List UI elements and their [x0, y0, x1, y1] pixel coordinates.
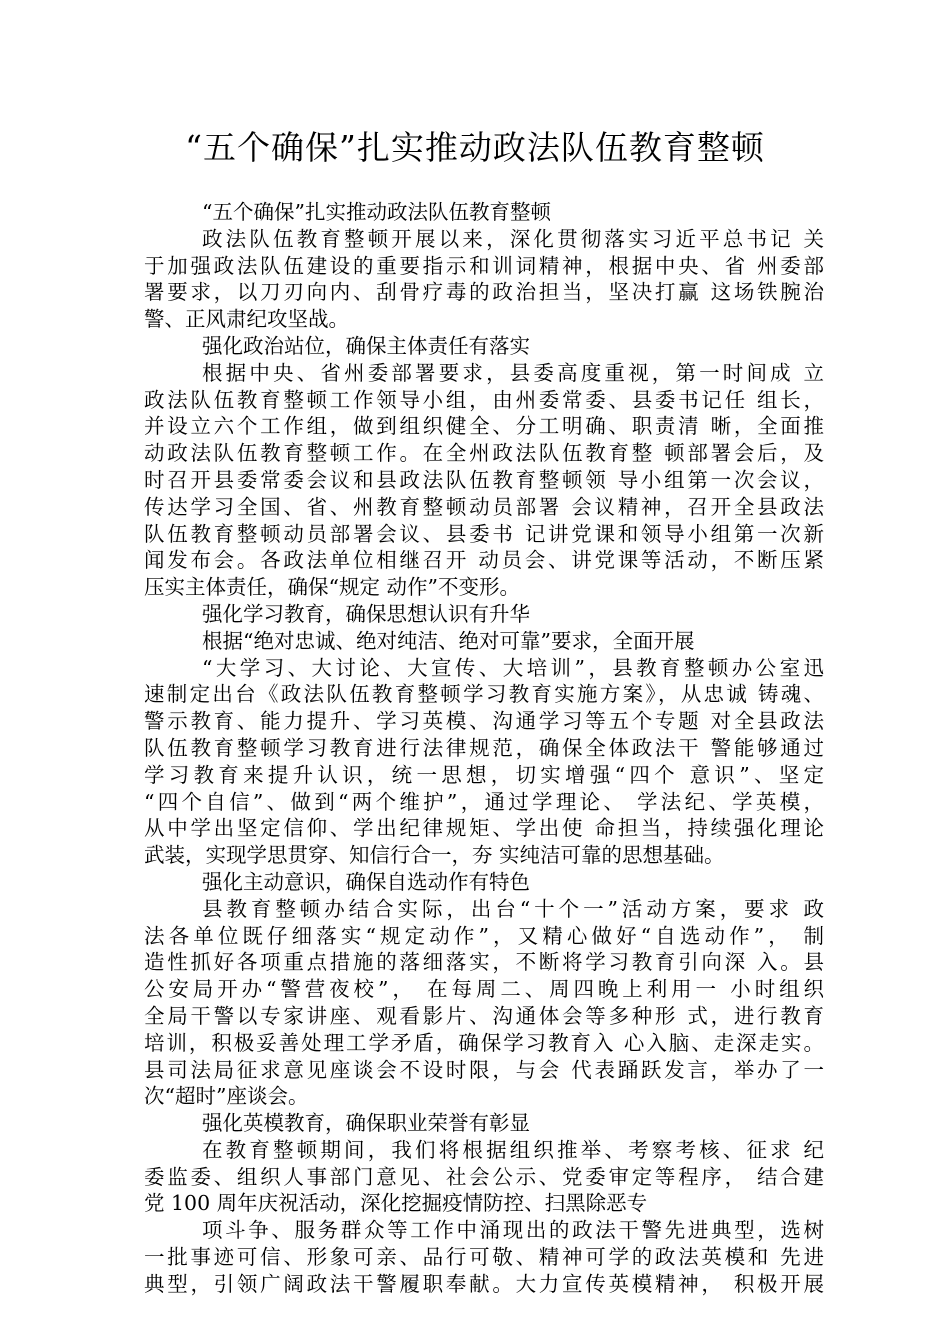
text-line: 时召开县委常委会议和县政法队伍教育整顿领 导小组第一次会议，: [144, 467, 824, 492]
text-line: 并设立六个工作组，做到组织健全、分工明确、职责清 晰，全面推: [144, 414, 824, 439]
text-line: 全局干警以专家讲座、观看影片、沟通体会等多种形 式，进行教育: [144, 1003, 824, 1028]
text-line: “大学习、大讨论、大宣传、大培训”，县教育整顿办公室迅: [202, 655, 824, 680]
text-line: 学习教育来提升认识，统一思想，切实增强“四个 意识”、坚定: [144, 762, 824, 787]
text-line: 警示教育、能力提升、学习英模、沟通学习等五个专题 对全县政法: [144, 709, 824, 734]
text-line: 次“超时”座谈会。: [144, 1084, 309, 1109]
text-line: 在教育整顿期间，我们将根据组织推举、考察考核、征求 纪: [202, 1137, 824, 1162]
text-line: 根据中央、省州委部署要求，县委高度重视，第一时间成 立: [202, 360, 824, 385]
text-line: 压实主体责任，确保“规定 动作”不变形。: [144, 575, 520, 600]
text-line: 项斗争、服务群众等工作中涌现出的政法干警先进典型，选树: [202, 1218, 824, 1243]
text-line: 强化主动意识，确保自选动作有特色: [202, 869, 530, 894]
text-line: 县司法局征求意见座谈会不设时限，与会 代表踊跃发言，举办了一: [144, 1057, 824, 1082]
text-line: 强化政治站位，确保主体责任有落实: [202, 333, 530, 358]
text-line: 委监委、组织人事部门意见、社会公示、党委审定等程序， 结合建: [144, 1164, 824, 1189]
text-line: 传达学习全国、省、州教育整顿动员部署 会议精神，召开全县政法: [144, 494, 824, 519]
text-line: 县教育整顿办结合实际，出台“十个一”活动方案，要求 政: [202, 896, 824, 921]
text-line: 法各单位既仔细落实“规定动作”，又精心做好“自选动作”， 制: [144, 923, 824, 948]
text-line: 闻发布会。各政法单位相继召开 动员会、讲党课等活动，不断压紧: [144, 548, 824, 573]
text-line: “四个自信”、做到“两个维护”，通过学理论、 学法纪、学英模，: [144, 789, 824, 814]
text-line: 署要求，以刀刃向内、刮骨疗毒的政治担当，坚决打赢 这场铁腕治: [144, 280, 824, 305]
text-line: “五个确保”扎实推动政法队伍教育整顿: [202, 200, 551, 224]
text-line: 武装，实现学思贯穿、知信行合一，夯 实纯洁可靠的思想基础。: [144, 843, 725, 868]
text-line: 队伍教育整顿动员部署会议、县委书 记讲党课和领导小组第一次新: [144, 521, 824, 546]
text-line: 警、正风肃纪攻坚战。: [144, 307, 349, 332]
document-title: “五个确保”扎实推动政法队伍教育整顿: [185, 128, 765, 167]
text-line: 强化学习教育，确保思想认识有升华: [202, 601, 530, 626]
text-line: 于加强政法队伍建设的重要指示和训词精神，根据中央、省 州委部: [144, 253, 824, 278]
text-line: 政法队伍教育整顿开展以来，深化贯彻落实习近平总书记 关: [202, 226, 824, 251]
text-line: 强化英模教育，确保职业荣誉有彰显: [202, 1111, 530, 1136]
text-line: 速制定出台《政法队伍教育整顿学习教育实施方案》，从忠诚 铸魂、: [144, 682, 824, 707]
text-line: 动政法队伍教育整顿工作。在全州政法队伍教育整 顿部署会后，及: [144, 441, 824, 466]
text-line: 政法队伍教育整顿工作领导小组，由州委常委、县委书记任 组长，: [144, 387, 824, 412]
text-line: 根据“绝对忠诚、绝对纯洁、绝对可靠”要求，全面开展: [202, 628, 695, 653]
text-line: 从中学出坚定信仰、学出纪律规矩、学出使 命担当，持续强化理论: [144, 816, 824, 841]
text-line: 一批事迹可信、形象可亲、品行可敬、精神可学的政法英模和 先进: [144, 1245, 824, 1270]
document-body: [144, 199, 824, 1298]
text-line: 典型，引领广阔政法干警履职奉献。大力宣传英模精神， 积极开展: [144, 1271, 824, 1296]
text-line: 队伍教育整顿学习教育进行法律规范，确保全体政法干 警能够通过: [144, 735, 824, 760]
text-line: 党 100 周年庆祝活动，深化挖掘疫情防控、扫黑除恶专: [144, 1191, 648, 1216]
text-line: 造性抓好各项重点措施的落细落实，不断将学习教育引向深 入。县: [144, 950, 824, 975]
text-line: 培训，积极妥善处理工学矛盾，确保学习教育入 心入脑、走深走实。: [144, 1030, 824, 1055]
text-line: 公安局开办“警营夜校”， 在每周二、周四晚上利用一 小时组织: [144, 977, 824, 1002]
